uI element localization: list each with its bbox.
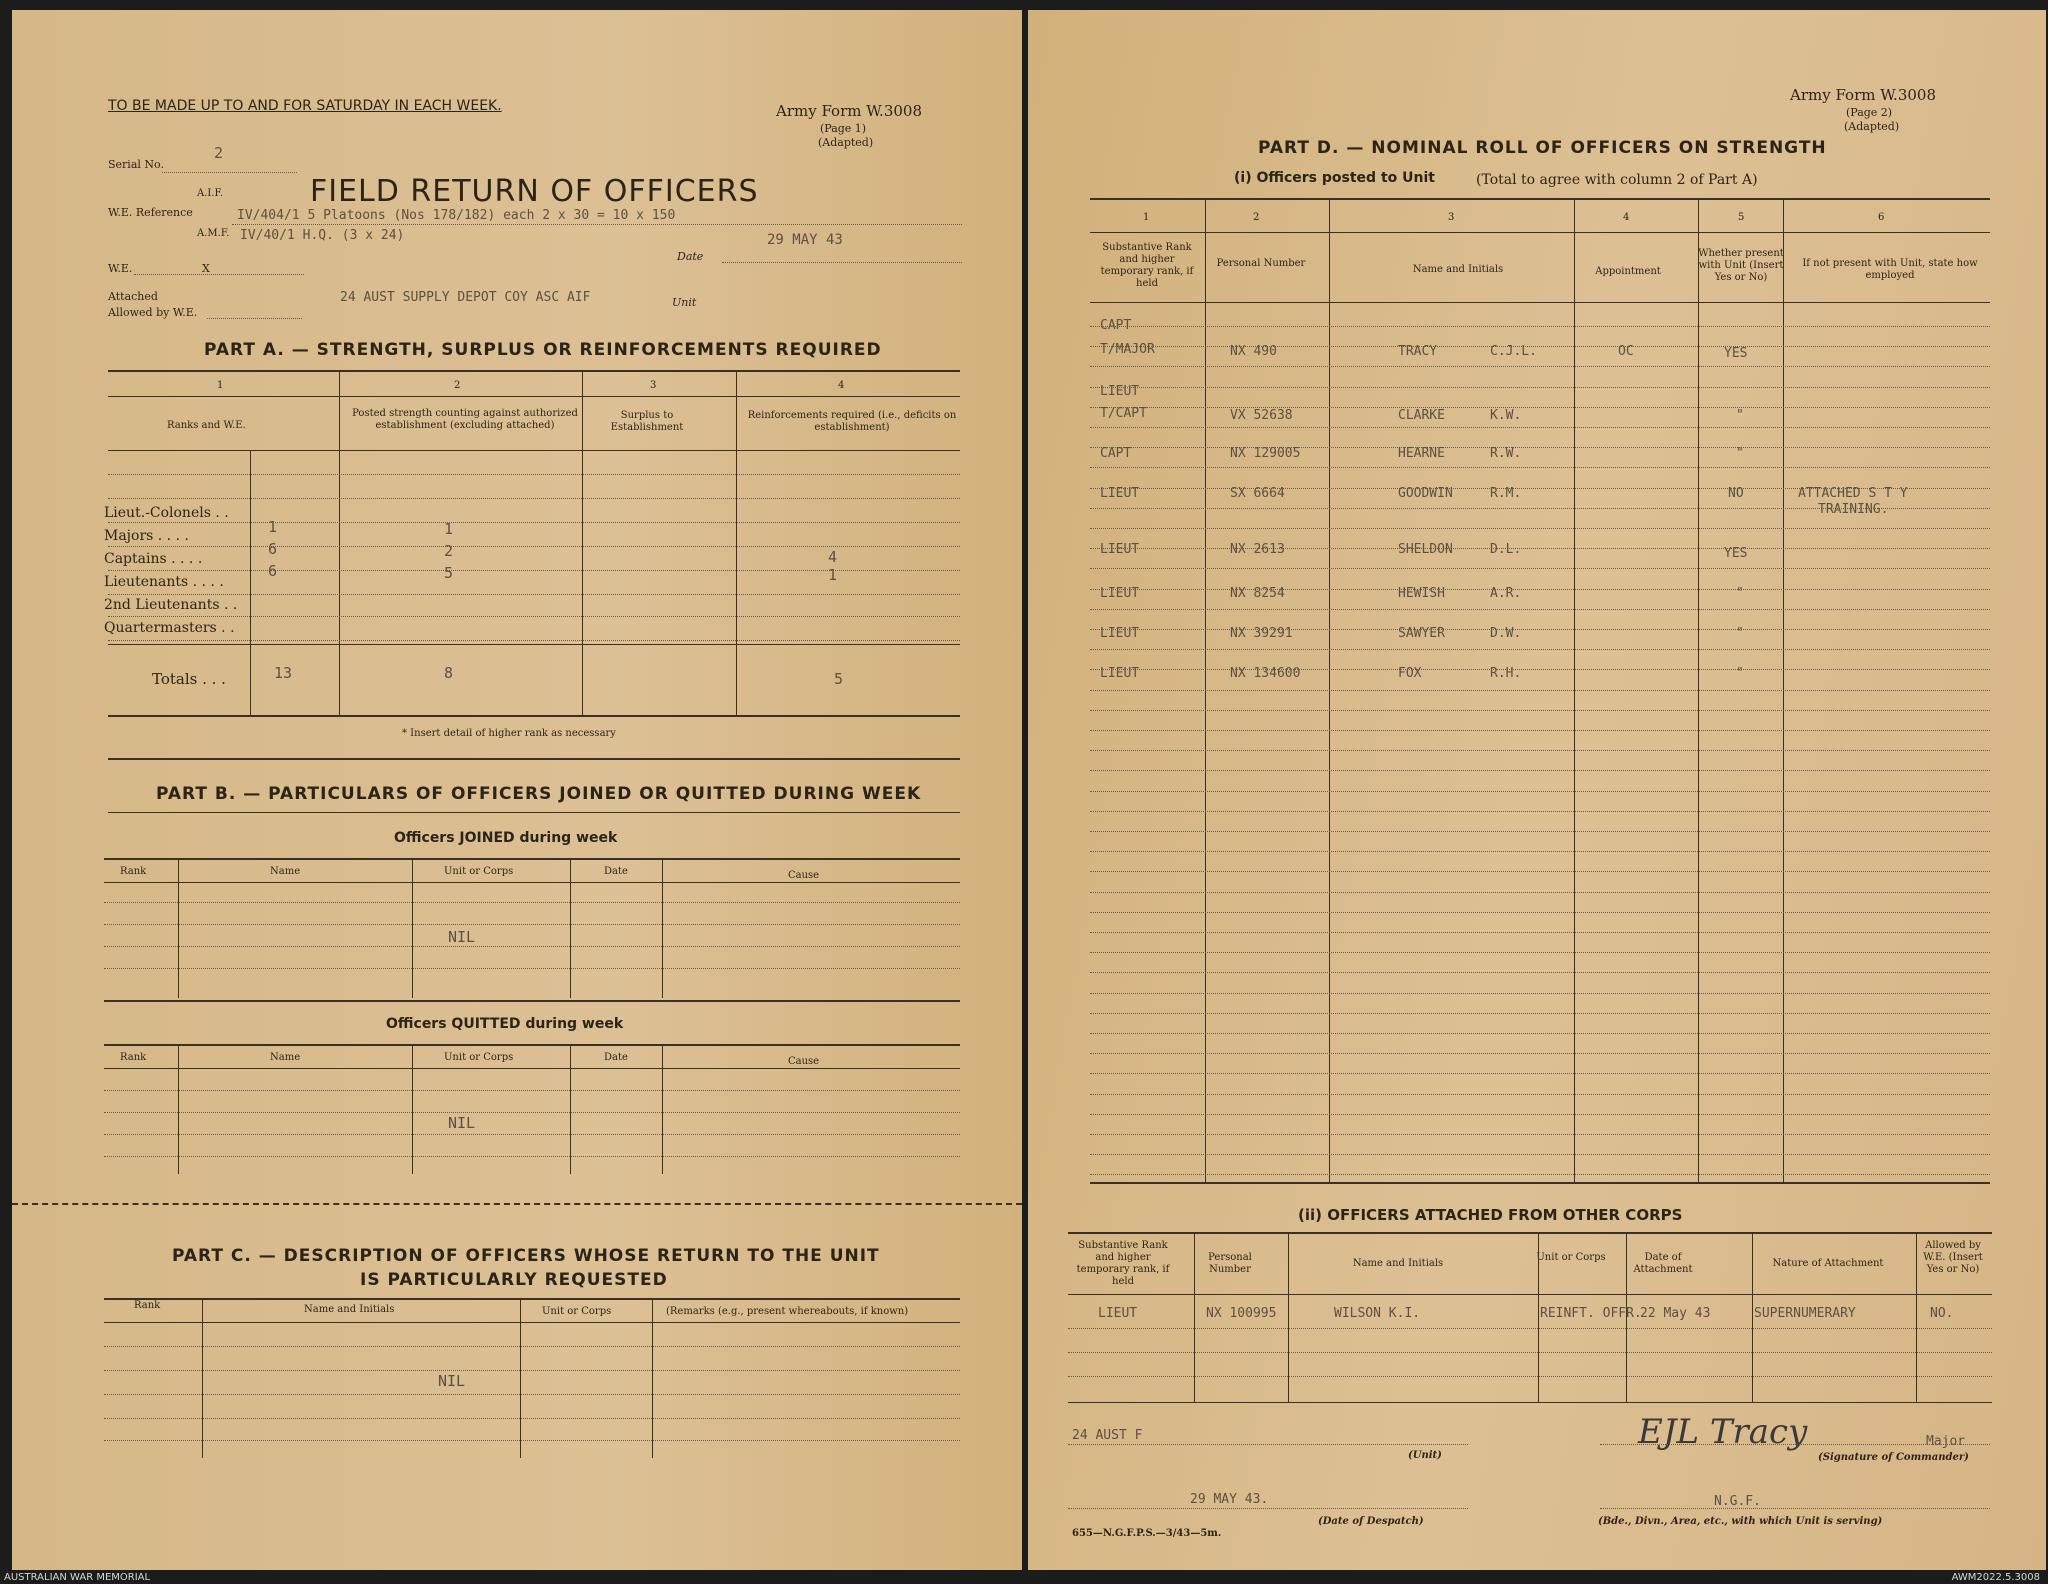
totals-reinf: 5 xyxy=(834,670,844,688)
roll-present: " xyxy=(1736,446,1744,461)
roll-initials: C.J.L. xyxy=(1490,344,1537,359)
roll-initials: D.L. xyxy=(1490,542,1522,557)
roll-initials: A.R. xyxy=(1490,586,1522,601)
roll-rank: LIEUT xyxy=(1100,586,1140,601)
page-1: TO BE MADE UP TO AND FOR SATURDAY IN EACH WEEK. Army Form W.3008 (Page 1) (Adapted) Serial No. 2 FIELD RETURN OF OFFICERS A.I.F. W.E. Reference IV/404/1 5 Platoons (Nos 178/182) each 2 x 30 = 10 x 150 A.M.F. IV/40/1 H.Q. (3 x 24) 29 MAY 43 Date W.E. X Attached 24 AUST SUPPLY DEPOT COY ASC AIF Unit Allowed by W.E. PART A. — STRENGTH, SURPLUS OR REINFORCEMENTS REQUIRED 1 2 3 4 Ranks and W.E. Posted strength counting against authorized establishment (excluding attached) Surplus to Establishment Reinforcements required (i.e., deficits on establishment) Lieut.-Colonels . . Majors . . . . Captains . . . . Lieutenants . . . . 2nd Lieutenants . . Quartermasters . . 1 6 6 1 2 5 4 1 Totals . . . 13 8 5 * Insert detail of higher rank as necessary PART B. — PARTICULARS OF OFFICERS JOINED OR QUITTED DURING WEEK Officers JOINED during week Rank Name Unit or Corps Date Cause NIL Officers QUITTED during week Rank Name Unit or Corps Date Cause NIL PART C. — DESCRIPTION OF OFFICERS WHOSE RETURN TO THE UNIT IS PARTICULARLY REQUESTED Rank Name and Initials Unit or Corps (Remarks (e.g., present whereabouts, if known) NIL xyxy=(12,10,1022,1570)
despatch-caption: (Date of Despatch) xyxy=(1318,1516,1424,1527)
ruled-line xyxy=(1090,387,1990,388)
ruled-line xyxy=(1090,609,1990,610)
part-c-nil: NIL xyxy=(438,1372,466,1390)
serial-label: Serial No. xyxy=(108,158,164,171)
sub-i-note: (Total to agree with column 2 of Part A) xyxy=(1476,172,1758,188)
adapted-label-p2: (Adapted) xyxy=(1844,120,1900,133)
roll-present: " xyxy=(1736,586,1744,601)
ruled-line xyxy=(1090,730,1990,731)
roll-rank: LIEUT xyxy=(1100,542,1140,557)
ruled-line xyxy=(1090,972,1990,973)
unit-caption: (Unit) xyxy=(1408,1450,1442,1461)
we-reference-label: W.E. Reference xyxy=(108,206,193,219)
bde-caption: (Bde., Divn., Area, etc., with which Unit is serving) xyxy=(1598,1516,1883,1527)
roll-number: NX 490 xyxy=(1230,344,1277,359)
roll-rank: LIEUT xyxy=(1100,626,1140,641)
ruled-line xyxy=(1090,589,1990,590)
ruled-line xyxy=(1090,548,1990,549)
ruled-line xyxy=(1090,811,1990,812)
form-number-p2: Army Form W.3008 xyxy=(1790,86,1936,104)
roll-present: NO xyxy=(1728,486,1744,501)
col-surplus: Surplus to Establishment xyxy=(610,410,684,433)
roll-name: FOX xyxy=(1398,666,1422,681)
ruled-line xyxy=(1090,1134,1990,1135)
amf-value: IV/40/1 H.Q. (3 x 24) xyxy=(240,228,405,243)
amf-label: A.M.F. xyxy=(197,228,230,239)
instruction: TO BE MADE UP TO AND FOR SATURDAY IN EACH WEEK. xyxy=(108,98,502,114)
roll-present: " xyxy=(1736,408,1744,423)
quitted-nil: NIL xyxy=(448,1114,476,1132)
despatch-date: 29 MAY 43. xyxy=(1190,1492,1269,1507)
col-ranks-we: Ranks and W.E. xyxy=(167,420,246,431)
joined-title: Officers JOINED during week xyxy=(394,830,618,846)
ruled-line xyxy=(1090,770,1990,771)
part-b-title: PART B. — PARTICULARS OF OFFICERS JOINED OR QUITTED DURING WEEK xyxy=(156,784,922,804)
roll-name: HEARNE xyxy=(1398,446,1445,461)
ruled-line xyxy=(1090,366,1990,367)
ruled-line xyxy=(1090,346,1990,347)
part-a-title: PART A. — STRENGTH, SURPLUS OR REINFORCEMENTS REQUIRED xyxy=(204,340,882,360)
sub-ii-title: (ii) OFFICERS ATTACHED FROM OTHER CORPS xyxy=(1298,1206,1683,1224)
form-title: FIELD RETURN OF OFFICERS xyxy=(310,174,759,209)
roll-name: TRACY xyxy=(1398,344,1438,359)
roll-initials: K.W. xyxy=(1490,408,1522,423)
unit-value: 24 AUST SUPPLY DEPOT COY ASC AIF xyxy=(340,290,591,305)
col-reinforcements: Reinforcements required (i.e., deficits on establishment) xyxy=(747,410,957,433)
ruled-line xyxy=(1090,952,1990,953)
ruled-line xyxy=(1090,528,1990,529)
cut-line xyxy=(12,1203,1022,1205)
totals-label: Totals . . . xyxy=(152,670,226,688)
we-reference-value: IV/404/1 5 Platoons (Nos 178/182) each 2 x 30 = 10 x 150 xyxy=(237,208,676,223)
we-label: W.E. xyxy=(108,262,133,275)
ruled-line xyxy=(1090,1094,1990,1095)
roll-initials: R.W. xyxy=(1490,446,1522,461)
print-code: 655—N.G.F.P.S.—3/43—5m. xyxy=(1072,1528,1222,1539)
rank-row: Captains . . . . xyxy=(104,551,203,567)
serial-value: 2 xyxy=(214,144,224,162)
totals-posted: 8 xyxy=(444,664,454,682)
page-label-p2: (Page 2) xyxy=(1846,106,1893,119)
rank-row: Lieutenants . . . . xyxy=(104,574,224,590)
ruled-line xyxy=(1090,750,1990,751)
allowed-label: Allowed by W.E. xyxy=(108,306,198,319)
rank-row: Quartermasters . . xyxy=(104,620,235,636)
ruled-line xyxy=(1090,1013,1990,1014)
rank-row: Lieut.-Colonels . . xyxy=(104,505,229,521)
ruled-line xyxy=(1090,1033,1990,1034)
ruled-line xyxy=(1090,427,1990,428)
roll-rank: CAPT xyxy=(1100,446,1132,461)
ruled-line xyxy=(1090,871,1990,872)
form-number: Army Form W.3008 xyxy=(776,102,922,120)
totals-we: 13 xyxy=(274,664,293,682)
ruled-line xyxy=(1090,1174,1990,1175)
ruled-line xyxy=(1090,892,1990,893)
roll-name: CLARKE xyxy=(1398,408,1445,423)
ruled-line xyxy=(1090,690,1990,691)
roll-rank: CAPT xyxy=(1100,318,1132,333)
ruled-line xyxy=(1090,407,1990,408)
roll-number: NX 8254 xyxy=(1230,586,1285,601)
roll-name: SAWYER xyxy=(1398,626,1445,641)
col-posted: Posted strength counting against authorized establishment (excluding attached) xyxy=(352,408,578,431)
ruled-line xyxy=(1090,669,1990,670)
roll-employed: TRAINING. xyxy=(1818,502,1889,517)
part-c-title-2: IS PARTICULARLY REQUESTED xyxy=(360,1270,668,1290)
roll-number: NX 129005 xyxy=(1230,446,1301,461)
footnote: * Insert detail of higher rank as necessary xyxy=(402,728,616,739)
roll-number: NX 39291 xyxy=(1230,626,1293,641)
roll-employed: ATTACHED S T Y xyxy=(1798,486,1908,501)
page-label: (Page 1) xyxy=(820,122,867,135)
roll-number: VX 52638 xyxy=(1230,408,1293,423)
roll-initials: D.W. xyxy=(1490,626,1522,641)
attached-label: Attached xyxy=(108,290,158,303)
unit-stamp: 24 AUST F xyxy=(1072,1428,1143,1443)
date-value: 29 MAY 43 xyxy=(767,232,843,248)
roll-number: NX 2613 xyxy=(1230,542,1285,557)
roll-present: YES xyxy=(1724,546,1748,561)
roll-name: SHELDON xyxy=(1398,542,1453,557)
part-c-title-1: PART C. — DESCRIPTION OF OFFICERS WHOSE RETURN TO THE UNIT xyxy=(172,1246,880,1266)
roll-rank: T/CAPT xyxy=(1100,406,1147,421)
rank-row: Majors . . . . xyxy=(104,528,189,544)
ruled-line xyxy=(1090,932,1990,933)
roll-present: " xyxy=(1736,666,1744,681)
roll-initials: R.H. xyxy=(1490,666,1522,681)
ruled-line xyxy=(1090,629,1990,630)
roll-number: NX 134600 xyxy=(1230,666,1301,681)
roll-number: SX 6664 xyxy=(1230,486,1285,501)
roll-rank: T/MAJOR xyxy=(1100,342,1155,357)
ruled-line xyxy=(1090,467,1990,468)
roll-rank: LIEUT xyxy=(1100,486,1140,501)
signature-caption: (Signature of Commander) xyxy=(1818,1452,1969,1463)
roll-rank: LIEUT xyxy=(1100,666,1140,681)
ruled-line xyxy=(1090,791,1990,792)
ruled-line xyxy=(1090,912,1990,913)
ruled-line xyxy=(1090,1154,1990,1155)
ruled-line xyxy=(1090,710,1990,711)
roll-present: " xyxy=(1736,626,1744,641)
roll-rank: LIEUT xyxy=(1100,384,1140,399)
ruled-line xyxy=(1090,1053,1990,1054)
ruled-line xyxy=(1090,1114,1990,1115)
roll-present: YES xyxy=(1724,346,1748,361)
roll-name: GOODWIN xyxy=(1398,486,1453,501)
footer-credit: AUSTRALIAN WAR MEMORIAL xyxy=(4,1572,151,1583)
adapted-label: (Adapted) xyxy=(818,136,874,149)
aif-label: A.I.F. xyxy=(197,188,224,199)
quitted-title: Officers QUITTED during week xyxy=(386,1016,624,1032)
ruled-line xyxy=(1090,649,1990,650)
ngf-value: N.G.F. xyxy=(1714,1494,1761,1509)
rank-row: 2nd Lieutenants . . xyxy=(104,597,238,613)
date-label: Date xyxy=(677,250,704,263)
ruled-line xyxy=(1090,831,1990,832)
ruled-line xyxy=(1090,568,1990,569)
ruled-line xyxy=(1090,447,1990,448)
ruled-line xyxy=(1090,326,1990,327)
footer-accession: AWM2022.5.3008 xyxy=(1951,1572,2040,1583)
signature-rank: Major xyxy=(1926,1434,1966,1449)
ruled-line xyxy=(1090,1073,1990,1074)
joined-nil: NIL xyxy=(448,928,476,946)
roll-name: HEWISH xyxy=(1398,586,1445,601)
sub-i-title: (i) Officers posted to Unit xyxy=(1234,170,1435,186)
ruled-line xyxy=(1090,851,1990,852)
roll-initials: R.M. xyxy=(1490,486,1522,501)
roll-appointment: OC xyxy=(1618,344,1634,359)
unit-label: Unit xyxy=(672,296,697,309)
x-label: X xyxy=(202,262,210,275)
footer xyxy=(0,1572,2048,1584)
ruled-line xyxy=(1090,993,1990,994)
part-d-title: PART D. — NOMINAL ROLL OF OFFICERS ON STRENGTH xyxy=(1258,138,1827,158)
commander-signature: EJL Tracy xyxy=(1638,1412,1808,1452)
page-2: Army Form W.3008 (Page 2) (Adapted) PART D. — NOMINAL ROLL OF OFFICERS ON STRENGTH (i) Officers posted to Unit (Total to agree with column 2 of Part A) 1 2 3 4 5 6 Substantive Rank and higher temporary rank, if held Personal Number Name and Initials Appointment Whether present with Unit (Insert Yes or No) If not present with Unit, state how employed CAPT T/MAJOR NX 490 TRACY C.J.L. OC YES LIEUT T/CAPT VX 52638 CLARKE K.W. " CAPT NX 129005 HEARNE R.W. " LIEUT SX 6664 GOODWIN R.M. NO ATTACHED S T Y TRAINING. LIEUT NX 2613 SHELDON D.L. YES LIEUT NX 8254 HEWISH A.R. " LIEUT NX 39291 SAWYER D.W. " LIEUT NX 134600 FOX R.H. " (ii) OFFICERS ATTACHED FROM OTHER CORPS Substantive Rank and higher temporary rank, if held Personal Number Name and Initials Unit or Corps Date of Attachment Nature of Attachment Allowed by W.E. (Insert Yes or No) LIEUT NX 100995 WILSON K.I. REINFT. OFFR. 22 May 43 SUPERNUMERARY NO. 24 AUST F (Unit) EJL Tracy Major (Signature of Commander) 29 MAY 43. (Date of Despatch) N.G.F. (Bde., Divn., Area, etc., with which Unit is serving) 655—N.G.F.P.S.—3/43—5m. xyxy=(1028,10,2046,1570)
